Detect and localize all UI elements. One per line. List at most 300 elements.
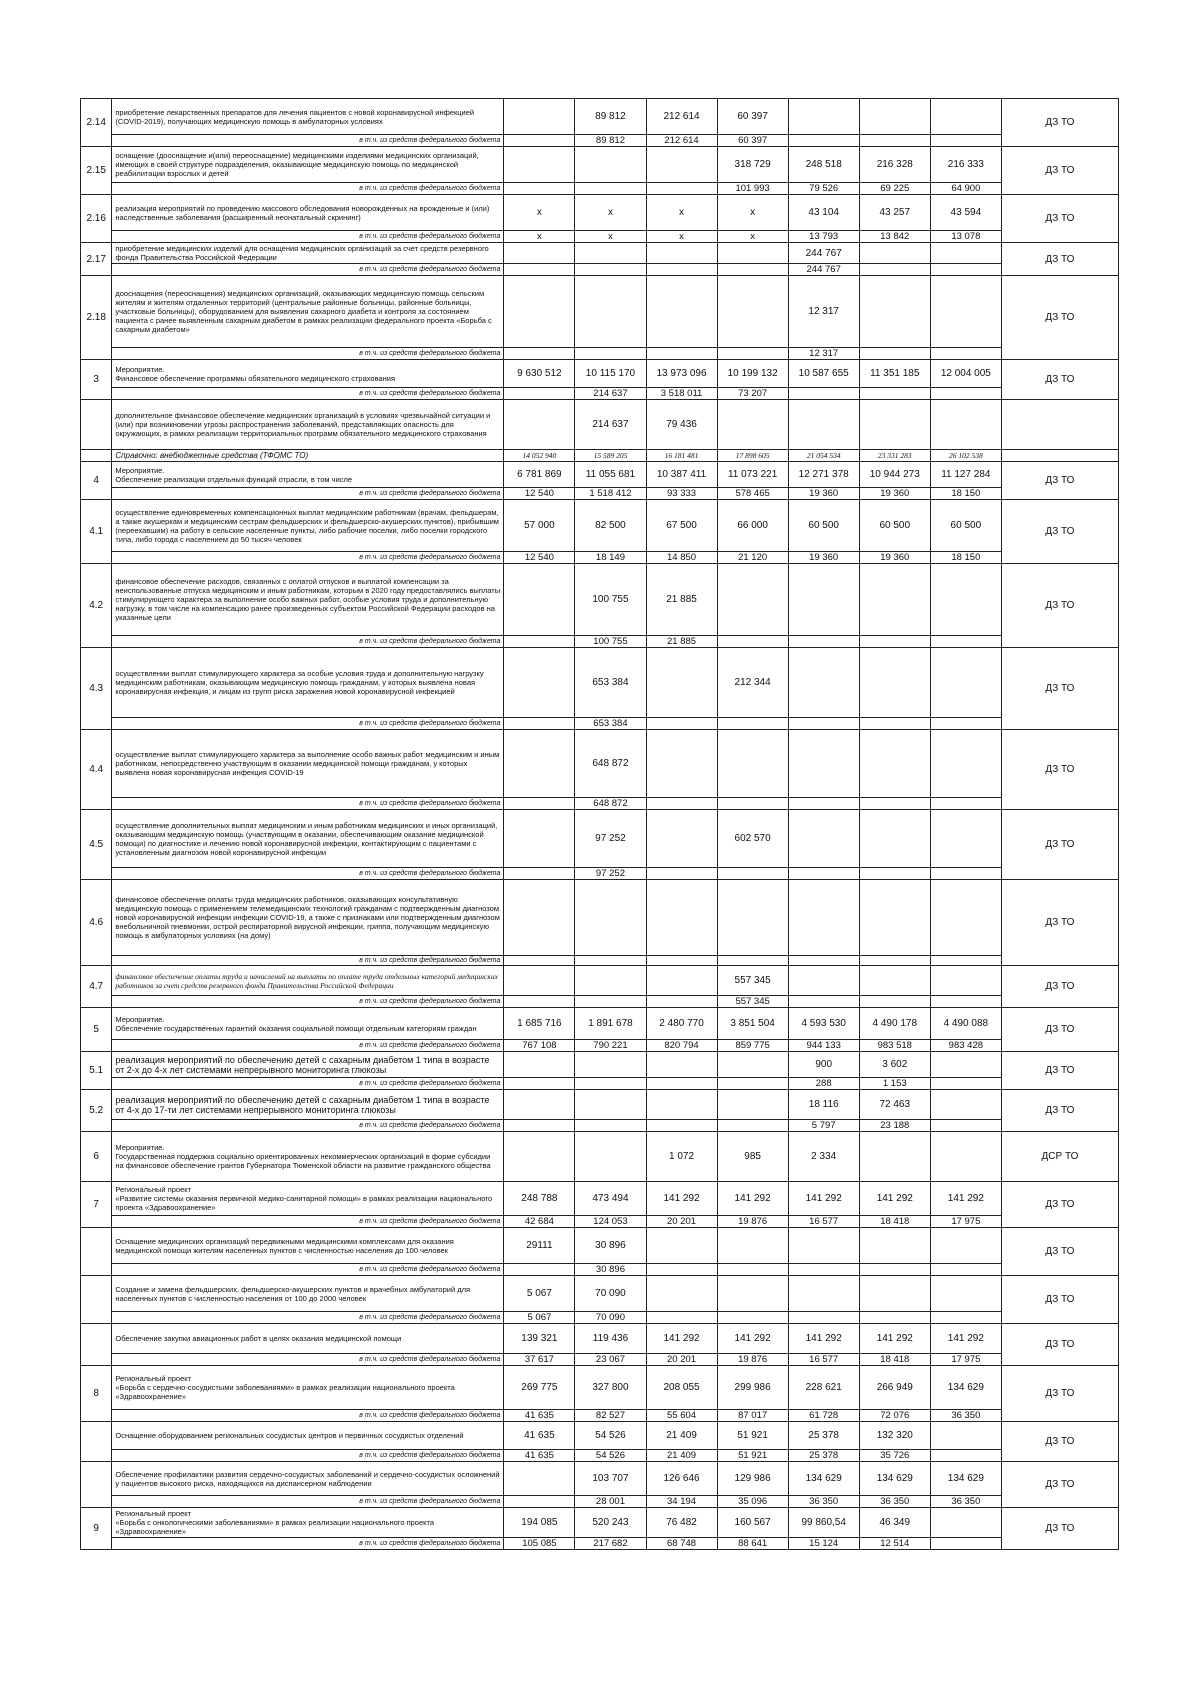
value-cell-7 xyxy=(930,400,1001,450)
value-cell-6: 69 225 xyxy=(859,183,930,195)
value-cell-4 xyxy=(717,1276,788,1312)
value-cell-3: 34 194 xyxy=(646,1496,717,1508)
table-row xyxy=(81,956,1119,966)
table-row xyxy=(81,868,1119,880)
value-cell-1: 6 781 869 xyxy=(504,462,575,488)
table-row xyxy=(81,1090,1119,1120)
responsible-cell: ДЗ ТО xyxy=(1001,1422,1118,1462)
table-row xyxy=(81,462,1119,488)
value-cell-4 xyxy=(717,718,788,730)
value-cell-2: 54 526 xyxy=(575,1450,646,1462)
value-cell-3 xyxy=(646,996,717,1008)
value-cell-4: 19 876 xyxy=(717,1354,788,1366)
value-cell-1: 105 085 xyxy=(504,1538,575,1550)
federal-budget-label: в т.ч. из средств федерального бюджета xyxy=(112,135,504,147)
value-cell-7 xyxy=(930,810,1001,868)
value-cell-1: 41 635 xyxy=(504,1450,575,1462)
value-cell-4: 557 345 xyxy=(717,996,788,1008)
value-cell-4: 51 921 xyxy=(717,1450,788,1462)
value-cell-6: 23 188 xyxy=(859,1120,930,1132)
value-cell-5: 12 317 xyxy=(788,276,859,348)
federal-budget-label: в т.ч. из средств федерального бюджета xyxy=(112,1264,504,1276)
federal-budget-label: в т.ч. из средств федерального бюджета xyxy=(112,868,504,880)
value-cell-3: 93 333 xyxy=(646,488,717,500)
responsible-cell: ДЗ ТО xyxy=(1001,147,1118,195)
value-cell-6 xyxy=(859,276,930,348)
table-row xyxy=(81,1052,1119,1078)
row-number: 5 xyxy=(81,1008,112,1052)
value-cell-6: 10 944 273 xyxy=(859,462,930,488)
table-row xyxy=(81,360,1119,388)
row-number: 7 xyxy=(81,1182,112,1228)
row-description: Обеспечение закупки авиационных работ в целях оказания медицинской помощи xyxy=(112,1324,504,1354)
table-row xyxy=(81,1216,1119,1228)
value-cell-1 xyxy=(504,99,575,135)
value-cell-5: 61 728 xyxy=(788,1410,859,1422)
row-description: Региональный проект «Борьба с сердечно-сосудистыми заболеваниями» в рамках реализации национального проекта «Здравоохранение» xyxy=(112,1366,504,1410)
value-cell-6 xyxy=(859,243,930,264)
value-cell-5: 43 104 xyxy=(788,195,859,231)
value-cell-3: 55 604 xyxy=(646,1410,717,1422)
value-cell-5 xyxy=(788,400,859,450)
federal-budget-label: в т.ч. из средств федерального бюджета xyxy=(112,1496,504,1508)
value-cell-5: 244 767 xyxy=(788,264,859,276)
value-cell-7: 134 629 xyxy=(930,1366,1001,1410)
value-cell-3: 13 973 096 xyxy=(646,360,717,388)
value-cell-7: 141 292 xyxy=(930,1182,1001,1216)
row-description: Обеспечение профилактики развития сердечно-сосудистых заболеваний и сердечно-сосудистых осложнений у пациентов высокого риска, находящихся на диспансерном наблюдении xyxy=(112,1462,504,1496)
value-cell-2 xyxy=(575,1132,646,1182)
value-cell-6 xyxy=(859,1132,930,1182)
value-cell-6 xyxy=(859,730,930,798)
value-cell-7 xyxy=(930,1078,1001,1090)
value-cell-6 xyxy=(859,636,930,648)
value-cell-5: 12 271 378 xyxy=(788,462,859,488)
federal-budget-label: в т.ч. из средств федерального бюджета xyxy=(112,552,504,564)
federal-budget-label: в т.ч. из средств федерального бюджета xyxy=(112,183,504,195)
value-cell-5: 2 334 xyxy=(788,1132,859,1182)
value-cell-2: 30 896 xyxy=(575,1264,646,1276)
value-cell-3: 67 500 xyxy=(646,500,717,552)
table-row xyxy=(81,1450,1119,1462)
value-cell-7 xyxy=(930,1508,1001,1538)
value-cell-7 xyxy=(930,1120,1001,1132)
value-cell-5: 134 629 xyxy=(788,1462,859,1496)
responsible-cell: ДЗ ТО xyxy=(1001,1228,1118,1276)
responsible-cell: ДЗ ТО xyxy=(1001,966,1118,1008)
value-cell-5 xyxy=(788,798,859,810)
value-cell-3: 20 201 xyxy=(646,1216,717,1228)
federal-budget-label: в т.ч. из средств федерального бюджета xyxy=(112,996,504,1008)
value-cell-2: 54 526 xyxy=(575,1422,646,1450)
responsible-cell: ДЗ ТО xyxy=(1001,880,1118,966)
responsible-cell xyxy=(1001,400,1118,450)
value-cell-7 xyxy=(930,276,1001,348)
table-row xyxy=(81,636,1119,648)
value-cell-6: 12 514 xyxy=(859,1538,930,1550)
row-number xyxy=(81,1276,112,1324)
table-row xyxy=(81,1040,1119,1052)
value-cell-4: 160 567 xyxy=(717,1508,788,1538)
value-cell-4 xyxy=(717,880,788,956)
value-cell-3: 21 885 xyxy=(646,636,717,648)
value-cell-1 xyxy=(504,956,575,966)
value-cell-2: x xyxy=(575,231,646,243)
value-cell-2: 70 090 xyxy=(575,1312,646,1324)
row-number: 2.14 xyxy=(81,99,112,147)
federal-budget-label: в т.ч. из средств федерального бюджета xyxy=(112,231,504,243)
table-row xyxy=(81,996,1119,1008)
value-cell-2: 10 115 170 xyxy=(575,360,646,388)
value-cell-7: 11 127 284 xyxy=(930,462,1001,488)
responsible-cell: ДЗ ТО xyxy=(1001,195,1118,243)
federal-budget-label: в т.ч. из средств федерального бюджета xyxy=(112,1040,504,1052)
table-row xyxy=(81,183,1119,195)
row-number: 4 xyxy=(81,462,112,500)
row-description: дооснащения (переоснащения) медицинских организаций, оказывающих медицинскую помощь сельским жителям и жителям отдаленных территорий (центральные районные больницы, районные больницы, участковые больницы), оборудованием для выявления сахарного диабета и контроля за состоянием пациента с ранее выявленным сахарным диабетом в рамках реализации федерального проекта «Борьба с сахарным диабетом» xyxy=(112,276,504,348)
value-cell-7 xyxy=(930,1312,1001,1324)
value-cell-2: 97 252 xyxy=(575,810,646,868)
row-number: 4.4 xyxy=(81,730,112,810)
table-row xyxy=(81,718,1119,730)
federal-budget-label: в т.ч. из средств федерального бюджета xyxy=(112,956,504,966)
value-cell-1: 767 108 xyxy=(504,1040,575,1052)
federal-budget-label: в т.ч. из средств федерального бюджета xyxy=(112,348,504,360)
value-cell-3: 79 436 xyxy=(646,400,717,450)
value-cell-4: 10 199 132 xyxy=(717,360,788,388)
table-row xyxy=(81,1120,1119,1132)
value-cell-4: 129 986 xyxy=(717,1462,788,1496)
value-cell-4 xyxy=(717,564,788,636)
value-cell-5 xyxy=(788,135,859,147)
value-cell-1: 41 635 xyxy=(504,1410,575,1422)
value-cell-7 xyxy=(930,1276,1001,1312)
row-number: 4.3 xyxy=(81,648,112,730)
value-cell-3 xyxy=(646,730,717,798)
value-cell-5: 99 860,54 xyxy=(788,1508,859,1538)
value-cell-1: 5 067 xyxy=(504,1312,575,1324)
value-cell-5 xyxy=(788,996,859,1008)
value-cell-7 xyxy=(930,966,1001,996)
value-cell-4: x xyxy=(717,231,788,243)
value-cell-1 xyxy=(504,1120,575,1132)
value-cell-4 xyxy=(717,1078,788,1090)
value-cell-4: 557 345 xyxy=(717,966,788,996)
value-cell-2: 217 682 xyxy=(575,1538,646,1550)
value-cell-6: 141 292 xyxy=(859,1182,930,1216)
table-row xyxy=(81,147,1119,183)
table-row xyxy=(81,348,1119,360)
value-cell-5: 60 500 xyxy=(788,500,859,552)
federal-budget-label: в т.ч. из средств федерального бюджета xyxy=(112,1312,504,1324)
row-number: 2.15 xyxy=(81,147,112,195)
federal-budget-label: в т.ч. из средств федерального бюджета xyxy=(112,488,504,500)
value-cell-4 xyxy=(717,1052,788,1078)
value-cell-3 xyxy=(646,1120,717,1132)
value-cell-7 xyxy=(930,1052,1001,1078)
value-cell-6: 4 490 178 xyxy=(859,1008,930,1040)
value-cell-3 xyxy=(646,648,717,718)
value-cell-7 xyxy=(930,264,1001,276)
value-cell-5 xyxy=(788,730,859,798)
row-number: 2.18 xyxy=(81,276,112,360)
value-cell-2: 28 001 xyxy=(575,1496,646,1508)
responsible-cell: ДСР ТО xyxy=(1001,1132,1118,1182)
value-cell-5: 16 577 xyxy=(788,1216,859,1228)
value-cell-2: 70 090 xyxy=(575,1276,646,1312)
value-cell-6: 266 949 xyxy=(859,1366,930,1410)
value-cell-6: 35 726 xyxy=(859,1450,930,1462)
value-cell-6: 3 602 xyxy=(859,1052,930,1078)
responsible-cell: ДЗ ТО xyxy=(1001,1090,1118,1132)
value-cell-3: 208 055 xyxy=(646,1366,717,1410)
federal-budget-label: в т.ч. из средств федерального бюджета xyxy=(112,1450,504,1462)
value-cell-3 xyxy=(646,718,717,730)
value-cell-5: 12 317 xyxy=(788,348,859,360)
value-cell-7: 43 594 xyxy=(930,195,1001,231)
value-cell-2: 89 812 xyxy=(575,135,646,147)
value-cell-2: 119 436 xyxy=(575,1324,646,1354)
value-cell-5: 900 xyxy=(788,1052,859,1078)
table-row xyxy=(81,135,1119,147)
value-cell-5: 5 797 xyxy=(788,1120,859,1132)
value-cell-2: 214 637 xyxy=(575,388,646,400)
value-cell-2 xyxy=(575,1078,646,1090)
table-row xyxy=(81,880,1119,956)
value-cell-7 xyxy=(930,1090,1001,1120)
row-description: Мероприятие. Государственная поддержка социально ориентированных некоммерческих организаций в форме субсидии на финансовое обеспечение грантов Губернатора Тюменской области на развитие гражданского общества xyxy=(112,1132,504,1182)
row-description: реализация мероприятий по обеспечению детей с сахарным диабетом 1 типа в возрасте от 4-х до 17-ти лет системами непрерывного мониторинга глюкозы xyxy=(112,1090,504,1120)
value-cell-4: 141 292 xyxy=(717,1182,788,1216)
value-cell-5 xyxy=(788,1312,859,1324)
value-cell-2: 1 891 678 xyxy=(575,1008,646,1040)
value-cell-7: 18 150 xyxy=(930,488,1001,500)
table-row xyxy=(81,564,1119,636)
value-cell-1 xyxy=(504,718,575,730)
value-cell-6: 132 320 xyxy=(859,1422,930,1450)
value-cell-2 xyxy=(575,243,646,264)
value-cell-1 xyxy=(504,348,575,360)
value-cell-6 xyxy=(859,810,930,868)
value-cell-4: 87 017 xyxy=(717,1410,788,1422)
responsible-cell: ДЗ ТО xyxy=(1001,564,1118,648)
value-cell-6 xyxy=(859,99,930,135)
value-cell-7 xyxy=(930,880,1001,956)
value-cell-7: 17 975 xyxy=(930,1354,1001,1366)
value-cell-7: 141 292 xyxy=(930,1324,1001,1354)
value-cell-1: x xyxy=(504,195,575,231)
value-cell-6 xyxy=(859,1228,930,1264)
value-cell-6 xyxy=(859,264,930,276)
value-cell-7 xyxy=(930,1450,1001,1462)
value-cell-1 xyxy=(504,1462,575,1496)
value-cell-2: 100 755 xyxy=(575,636,646,648)
value-cell-5 xyxy=(788,868,859,880)
value-cell-1: 5 067 xyxy=(504,1276,575,1312)
value-cell-2: 648 872 xyxy=(575,798,646,810)
value-cell-3: 21 885 xyxy=(646,564,717,636)
value-cell-4 xyxy=(717,264,788,276)
federal-budget-label: в т.ч. из средств федерального бюджета xyxy=(112,1538,504,1550)
value-cell-3 xyxy=(646,966,717,996)
responsible-cell: ДЗ ТО xyxy=(1001,243,1118,276)
responsible-cell: ДЗ ТО xyxy=(1001,730,1118,810)
value-cell-6: 46 349 xyxy=(859,1508,930,1538)
budget-table-page xyxy=(80,98,1119,1550)
table-row xyxy=(81,1410,1119,1422)
value-cell-6: 983 518 xyxy=(859,1040,930,1052)
value-cell-1: 139 321 xyxy=(504,1324,575,1354)
table-row xyxy=(81,1508,1119,1538)
value-cell-4: 51 921 xyxy=(717,1422,788,1450)
value-cell-2 xyxy=(575,276,646,348)
table-row xyxy=(81,1312,1119,1324)
value-cell-4: 985 xyxy=(717,1132,788,1182)
value-cell-4 xyxy=(717,798,788,810)
value-cell-5: 10 587 655 xyxy=(788,360,859,388)
value-cell-1: 248 788 xyxy=(504,1182,575,1216)
federal-budget-label: в т.ч. из средств федерального бюджета xyxy=(112,1354,504,1366)
value-cell-3: 20 201 xyxy=(646,1354,717,1366)
row-number: 9 xyxy=(81,1508,112,1550)
value-cell-2 xyxy=(575,147,646,183)
row-number xyxy=(81,400,112,450)
value-cell-1 xyxy=(504,243,575,264)
responsible-cell: ДЗ ТО xyxy=(1001,648,1118,730)
table-row xyxy=(81,1324,1119,1354)
value-cell-5 xyxy=(788,99,859,135)
value-cell-4: 60 397 xyxy=(717,135,788,147)
row-number: 4.1 xyxy=(81,500,112,564)
value-cell-2: 653 384 xyxy=(575,648,646,718)
value-cell-3: 212 614 xyxy=(646,99,717,135)
value-cell-6: 216 328 xyxy=(859,147,930,183)
row-number xyxy=(81,1422,112,1462)
row-number: 4.7 xyxy=(81,966,112,1008)
value-cell-1 xyxy=(504,264,575,276)
value-cell-1: 12 540 xyxy=(504,488,575,500)
row-description: осуществление выплат стимулирующего характера за выполнение особо важных работ медицинским и иным работникам, непосредственно участвующим в оказании медицинской помощи гражданам, у которых выявлена новая коронавирусная инфекция COVID-19 xyxy=(112,730,504,798)
value-cell-1 xyxy=(504,966,575,996)
value-cell-4 xyxy=(717,243,788,264)
table-row xyxy=(81,1354,1119,1366)
table-row xyxy=(81,264,1119,276)
value-cell-4: x xyxy=(717,195,788,231)
value-cell-7 xyxy=(930,730,1001,798)
table-row xyxy=(81,1496,1119,1508)
value-cell-5: 25 378 xyxy=(788,1450,859,1462)
value-cell-6 xyxy=(859,868,930,880)
row-description: Создание и замена фельдшерских, фельдшерско-акушерских пунктов и врачебных амбулаторий для населенных пунктов с численностью населения от 100 до 2000 человек xyxy=(112,1276,504,1312)
table-row xyxy=(81,1276,1119,1312)
table-row xyxy=(81,730,1119,798)
value-cell-4: 299 986 xyxy=(717,1366,788,1410)
value-cell-5: 16 577 xyxy=(788,1354,859,1366)
value-cell-2: 473 494 xyxy=(575,1182,646,1216)
table-row xyxy=(81,1078,1119,1090)
table-row xyxy=(81,1264,1119,1276)
value-cell-3 xyxy=(646,276,717,348)
value-cell-3: 126 646 xyxy=(646,1462,717,1496)
value-cell-5 xyxy=(788,718,859,730)
value-cell-7 xyxy=(930,868,1001,880)
value-cell-2: 18 149 xyxy=(575,552,646,564)
value-cell-6: 11 351 185 xyxy=(859,360,930,388)
value-cell-4 xyxy=(717,276,788,348)
value-cell-1 xyxy=(504,798,575,810)
row-number xyxy=(81,1324,112,1366)
table-row xyxy=(81,1366,1119,1410)
value-cell-4 xyxy=(717,1264,788,1276)
value-cell-5: 19 360 xyxy=(788,552,859,564)
value-cell-5: 288 xyxy=(788,1078,859,1090)
row-description: финансовое обеспечение оплаты труда и начислений на выплаты по оплате труда отдельных категорий медицинских работников за счет средств резервного фонда Правительства Российской Федерации xyxy=(112,966,504,996)
value-cell-7 xyxy=(930,348,1001,360)
value-cell-1 xyxy=(504,276,575,348)
value-cell-2 xyxy=(575,880,646,956)
row-number: 3 xyxy=(81,360,112,400)
value-cell-7: 18 150 xyxy=(930,552,1001,564)
value-cell-4: 35 096 xyxy=(717,1496,788,1508)
value-cell-4: 578 465 xyxy=(717,488,788,500)
value-cell-2 xyxy=(575,264,646,276)
value-cell-3 xyxy=(646,1228,717,1264)
value-cell-3: 3 518 011 xyxy=(646,388,717,400)
table-row xyxy=(81,195,1119,231)
value-cell-7: 983 428 xyxy=(930,1040,1001,1052)
value-cell-5: 79 526 xyxy=(788,183,859,195)
row-number xyxy=(81,450,112,462)
value-cell-1: 9 630 512 xyxy=(504,360,575,388)
table-row xyxy=(81,450,1119,462)
value-cell-5 xyxy=(788,636,859,648)
table-row xyxy=(81,648,1119,718)
value-cell-2: 790 221 xyxy=(575,1040,646,1052)
table-row xyxy=(81,1008,1119,1040)
value-cell-6 xyxy=(859,1264,930,1276)
value-cell-4 xyxy=(717,400,788,450)
value-cell-1 xyxy=(504,1052,575,1078)
value-cell-6: 60 500 xyxy=(859,500,930,552)
value-cell-7 xyxy=(930,648,1001,718)
value-cell-7 xyxy=(930,996,1001,1008)
value-cell-4: 859 775 xyxy=(717,1040,788,1052)
value-cell-2 xyxy=(575,1090,646,1120)
table-row xyxy=(81,552,1119,564)
row-number: 8 xyxy=(81,1366,112,1422)
value-cell-3: 21 409 xyxy=(646,1450,717,1462)
value-cell-1 xyxy=(504,388,575,400)
value-cell-1: 37 617 xyxy=(504,1354,575,1366)
value-cell-1: 42 684 xyxy=(504,1216,575,1228)
value-cell-6: 19 360 xyxy=(859,488,930,500)
value-cell-3: 14 850 xyxy=(646,552,717,564)
responsible-cell: ДЗ ТО xyxy=(1001,99,1118,147)
value-cell-3 xyxy=(646,1090,717,1120)
value-cell-1: 1 685 716 xyxy=(504,1008,575,1040)
row-number: 4.5 xyxy=(81,810,112,880)
value-cell-4: 60 397 xyxy=(717,99,788,135)
value-cell-5 xyxy=(788,1276,859,1312)
value-cell-6: 23 331 283 xyxy=(859,450,930,462)
responsible-cell: ДЗ ТО xyxy=(1001,1462,1118,1508)
value-cell-3: 1 072 xyxy=(646,1132,717,1182)
row-number: 2.16 xyxy=(81,195,112,243)
value-cell-2 xyxy=(575,183,646,195)
value-cell-6 xyxy=(859,798,930,810)
value-cell-3 xyxy=(646,1264,717,1276)
value-cell-3 xyxy=(646,956,717,966)
